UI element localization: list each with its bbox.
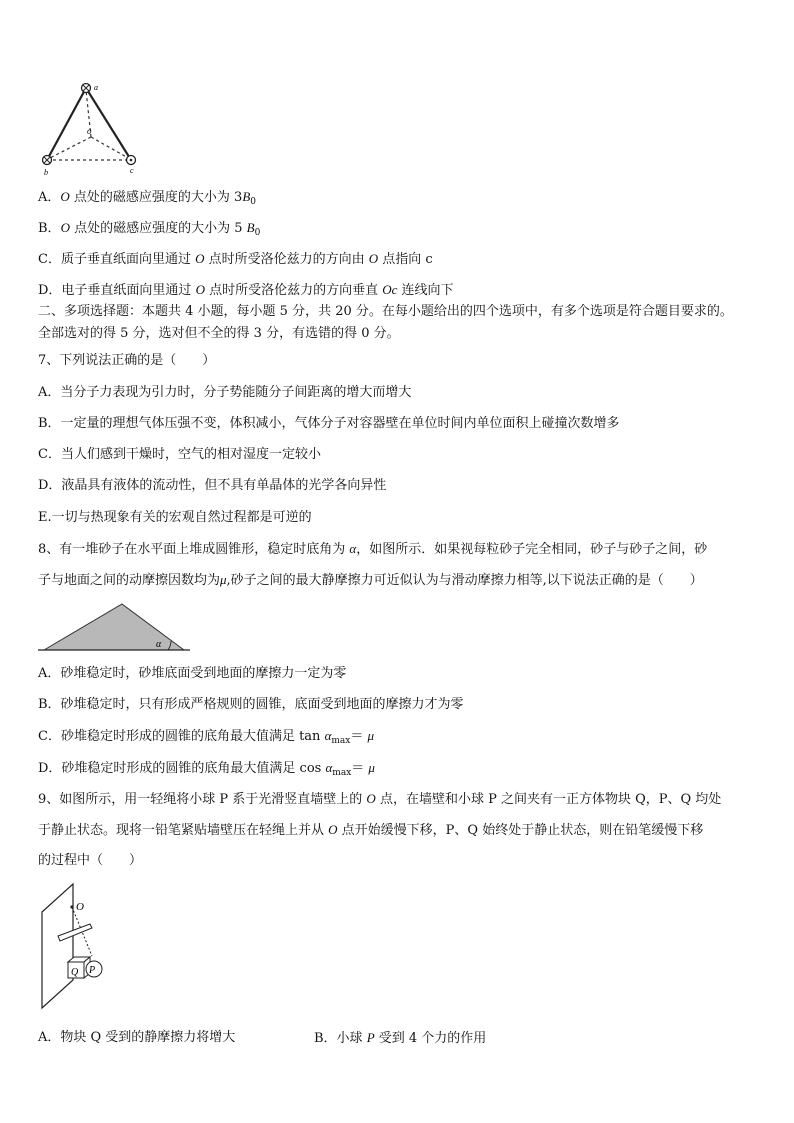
q9-stem-line2: 于静止状态。现将一铅笔紧贴墙壁压在轻绳上并从 O 点开始缓慢下移，P、Q 始终处于静止状态，则在铅笔缓慢下移 bbox=[38, 822, 704, 838]
q8-option-b: B．砂堆稳定时，只有形成严格规则的圆锥，底面受到地面的摩擦力才为零 bbox=[38, 697, 464, 712]
q7-option-d: D．液晶具有液体的流动性，但不具有单晶体的光学各向异性 bbox=[38, 478, 387, 493]
q7-option-b: B．一定量的理想气体压强不变，体积减小，气体分子对容器壁在单位时间内单位面积上碰撞次数增多 bbox=[38, 416, 620, 431]
label-o: o bbox=[87, 126, 92, 136]
q7-option-a: A．当分子力表现为引力时，分子势能随分子间距离的增大而增大 bbox=[38, 385, 412, 400]
q7-option-e: E.一切与热现象有关的宏观自然过程都是可逆的 bbox=[38, 510, 312, 525]
section2-heading-line2: 全部选对的得 5 分，选对但不全的得 3 分，有选错的得 0 分。 bbox=[38, 326, 400, 341]
q9-stem-line3: 的过程中（ ） bbox=[38, 853, 143, 868]
label-c: c bbox=[130, 166, 134, 175]
label-a: a bbox=[94, 83, 98, 92]
label-P: P bbox=[89, 965, 96, 976]
q8-option-c: C．砂堆稳定时形成的圆锥的底角最大值满足 $\tan \alpha_{max}= \mu$ bbox=[38, 728, 375, 746]
sand-cone-figure bbox=[38, 600, 193, 655]
q6-option-c: C．质子垂直纸面向里通过 O 点时所受洛伦兹力的方向由 O 点指向 c bbox=[38, 251, 433, 267]
q6-option-a: A．O 点处的磁感应强度的大小为 $3B_0$ bbox=[38, 189, 257, 207]
q8-option-a: A．砂堆稳定时，砂堆底面受到地面的摩擦力一定为零 bbox=[38, 666, 347, 681]
label-Q: Q bbox=[71, 967, 79, 978]
q6-option-b: B．O 点处的磁感应强度的大小为 5 $B_0$ bbox=[38, 220, 261, 238]
section2-heading-line1: 二、多项选择题：本题共 4 小题，每小题 5 分，共 20 分。在每小题给出的四个选项中，有多个选项是符合题目要求的。 bbox=[38, 304, 733, 319]
q7-stem: 7、下列说法正确的是（ ） bbox=[38, 353, 216, 368]
label-O: O bbox=[76, 901, 84, 913]
label-b: b bbox=[44, 168, 48, 177]
q9-option-a: A．物块 Q 受到的静摩擦力将增大 bbox=[38, 1030, 236, 1045]
q8-stem-line2: 子与地面之间的动摩擦因数均为μ,砂子之间的最大静摩擦力可近似认为与滑动摩擦力相等,以下说法正确的是（ ） bbox=[38, 572, 703, 588]
label-alpha: α bbox=[156, 639, 162, 650]
q8-stem-line1: 8、有一堆砂子在水平面上堆成圆锥形，稳定时底角为 α，如图所示．如果视每粒砂子完全相同，砂子与砂子之间，砂 bbox=[38, 541, 708, 557]
wall-ball-figure bbox=[38, 880, 118, 1015]
q9-stem-line1: 9、如图所示，用一轻绳将小球 P 系于光滑竖直墙壁上的 O 点，在墙壁和小球 P 之间夹有一正方体物块 Q，P、Q 均处 bbox=[38, 791, 722, 807]
q6-option-d: D．电子垂直纸面向里通过 O 点时所受洛伦兹力的方向垂直 Oc 连线向下 bbox=[38, 282, 454, 298]
q7-option-c: C．当人们感到干燥时，空气的相对湿度一定较小 bbox=[38, 447, 321, 462]
q8-option-d: D．砂堆稳定时形成的圆锥的底角最大值满足 $\cos \alpha_{max}= \mu$ bbox=[38, 760, 375, 778]
q9-option-b: B．小球 P 受到 4 个力的作用 bbox=[314, 1030, 487, 1046]
triangle-current-figure bbox=[34, 80, 144, 180]
